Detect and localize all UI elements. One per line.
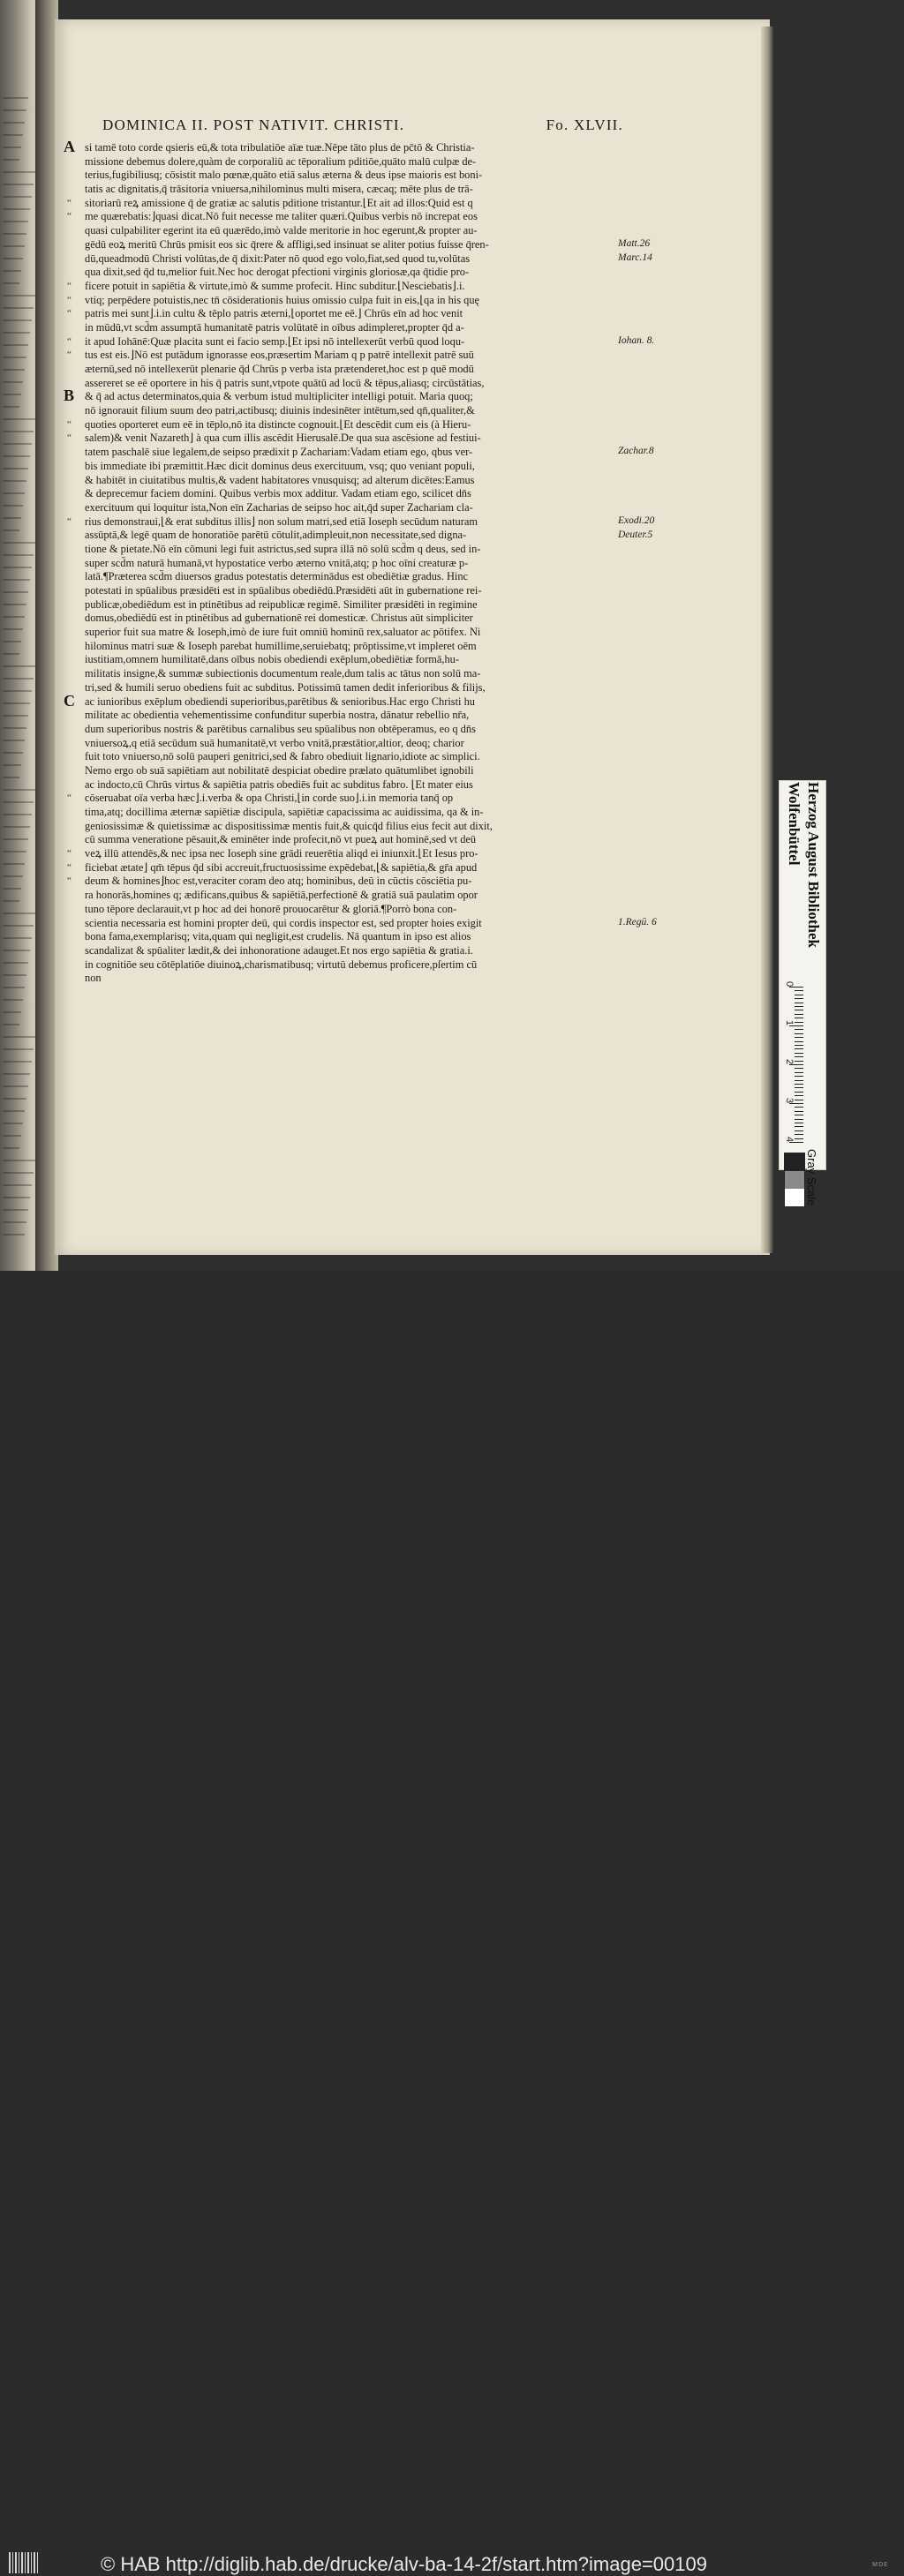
facing-page-text-trace xyxy=(4,863,25,865)
text-line-content: veꝝ illū attendēs,& nec ipsa nec Ioseph sine grādi reuerētia aliqd ei iniunxit.⌊Et Iesus pro- xyxy=(85,847,478,860)
text-line xyxy=(85,183,614,197)
ruler-tick xyxy=(795,998,803,999)
ruler-number: 0 xyxy=(784,981,795,988)
marginal-note: Deuter.5 xyxy=(618,529,653,540)
text-line-content: hilominus matri suæ & Ioseph parebat humillime,seruiebatq; prōptissime,vt impleret oēm xyxy=(85,639,477,652)
text-line xyxy=(85,972,614,986)
facing-page-text-trace xyxy=(4,505,23,507)
text-line xyxy=(85,958,614,973)
quotation-mark: “ xyxy=(67,792,72,804)
facing-page-text-trace xyxy=(4,319,32,321)
facing-page-text-trace xyxy=(4,740,25,741)
ruler-tick xyxy=(795,1138,803,1139)
facing-page-text-trace xyxy=(4,1221,26,1223)
facing-page-text-trace xyxy=(4,826,30,828)
text-line-content: vtiq; perpēdere potuistis,nec tn̄ cōsiderationis huius omissio culpa fuit in eis,⌊qa in his quę xyxy=(85,293,480,306)
text-line xyxy=(85,557,614,571)
text-line-content: cū summa veneratione pēsauit,& eminēter inde profecit,nō vt pueꝝ aut hominē,sed vt deū xyxy=(85,833,477,846)
facing-page-text-trace xyxy=(4,517,21,519)
facing-page-text-trace xyxy=(4,912,35,914)
footer-tool-icons[interactable]: ᴍᴅᴇ xyxy=(872,2559,889,2568)
quotation-mark: “ xyxy=(67,280,72,291)
ruler-tick xyxy=(795,1111,803,1112)
quotation-mark: “ xyxy=(67,875,72,887)
text-line xyxy=(67,514,614,529)
ruler-number: 2 xyxy=(784,1059,795,1065)
facing-page-text-trace xyxy=(4,122,25,124)
text-line-content: vniuersoꝝ,q etiā secūdum suā humanitatē,vt verbo vnitā,præstātior,altior, deoq; charior xyxy=(85,736,464,749)
facing-page-text-trace xyxy=(4,1024,19,1025)
facing-page-text-trace xyxy=(4,900,19,902)
text-line-content: assūptā,& legē quam de honoratiōe parētū cōtulit,adimpleuit,non necessitate,sed digna- xyxy=(85,529,467,542)
text-line xyxy=(85,778,614,792)
section-letter: C xyxy=(64,691,75,710)
ruler-tick xyxy=(795,1045,803,1046)
text-line-content: in mūdū,vt scd̄m assumptā humanitatē patris volūtatē in oībus adimpleret,propter q̄d a- xyxy=(85,320,464,334)
facing-page-text-trace xyxy=(4,171,35,173)
quotation-mark: “ xyxy=(67,848,72,860)
text-line xyxy=(85,363,614,377)
scale-ruler xyxy=(784,980,803,1147)
ruler-tick xyxy=(789,1025,803,1026)
marginal-note: Marc.14 xyxy=(618,252,652,263)
facing-page-text-trace xyxy=(4,702,30,704)
facing-page-text-trace xyxy=(4,221,28,222)
facing-page-text-trace xyxy=(4,1085,28,1087)
text-line xyxy=(64,387,614,405)
facing-page-text-trace xyxy=(4,851,26,852)
ruler-tick xyxy=(795,1119,803,1120)
facing-page-text-trace xyxy=(4,307,34,309)
ruler-tick xyxy=(795,1107,803,1108)
ruler-tick xyxy=(795,1022,803,1023)
text-line xyxy=(85,446,614,460)
facing-page-text-trace xyxy=(4,875,23,877)
text-line xyxy=(67,196,614,211)
facing-page-text-trace xyxy=(4,801,34,803)
gray-scale-chart xyxy=(784,1153,805,1207)
text-line-content: sitoriarū reꝝ amissione q̄ de gratiæ ac salutis pditione tristantur.⌊Et ait ad illos:Quid est q xyxy=(85,196,473,209)
text-line xyxy=(85,460,614,474)
ruler-tick xyxy=(795,1092,803,1093)
facing-page-text-trace xyxy=(4,665,35,667)
text-line-content: ficere potuit in sapiētia & virtute,imò & summe profecit. Hinc subditur.⌊Nesciebatis⌋.i. xyxy=(85,279,465,292)
facing-page-text-trace xyxy=(4,184,34,185)
facing-page-text-trace xyxy=(4,357,26,358)
text-line xyxy=(85,266,614,280)
ruler-tick xyxy=(795,1126,803,1127)
facing-page-text-trace xyxy=(4,97,28,99)
text-line xyxy=(85,820,614,834)
text-line xyxy=(85,709,614,723)
text-line xyxy=(67,293,614,308)
ruler-tick xyxy=(795,1048,803,1049)
facing-page-text-trace xyxy=(4,999,23,1001)
text-line-content: geniosissimæ & quietissimæ ac dispositissimæ mentis fuit,& quicq̄d filius eius fecit aut dixit, xyxy=(85,819,493,832)
text-line xyxy=(85,903,614,917)
text-line xyxy=(85,930,614,944)
gray-scale-label: Gray Scale xyxy=(805,1149,818,1206)
section-letter: B xyxy=(64,387,75,405)
ruler-tick xyxy=(795,1087,803,1088)
section-letter: A xyxy=(64,138,75,155)
marginal-note: Zachar.8 xyxy=(618,446,654,457)
facing-page-text-trace xyxy=(4,418,35,420)
main-text-block xyxy=(64,138,614,986)
folio-number: Fo. XLVII. xyxy=(546,116,623,133)
text-line xyxy=(85,944,614,958)
facing-page-text-trace xyxy=(4,208,30,210)
ruler-tick xyxy=(795,1061,803,1062)
library-label-line2: Wolfenbüttel xyxy=(786,782,802,866)
text-line xyxy=(85,377,614,391)
gray-scale-swatch xyxy=(785,1189,804,1206)
text-line-content: exercituum qui loquitur ista,Non eīn Zacharias de seipso hoc ait,q̄d super Zachariam cla- xyxy=(85,500,473,514)
facing-page-text-trace xyxy=(4,159,19,161)
ruler-tick xyxy=(795,1080,803,1081)
text-line xyxy=(85,626,614,640)
quotation-mark: “ xyxy=(67,335,72,347)
text-line xyxy=(85,917,614,931)
text-line-content: patris mei sunt⌋.i.in cultu & tēplo patris æterni,⌊oportet me eē.⌋ Chrūs eīn ad hoc venit xyxy=(85,307,463,320)
text-line-content: gēdū eoꝝ meritū Chrūs pmisit eos sic q̄rere & affligi,sed insinuat se aliter potius fuisse q̄ren- xyxy=(85,237,489,251)
facing-page-text-trace xyxy=(4,604,26,605)
facing-page-text-trace xyxy=(4,468,28,469)
facing-page-text-trace xyxy=(4,1098,26,1100)
facing-page-text-trace xyxy=(4,1234,25,1235)
text-line xyxy=(85,501,614,515)
text-line xyxy=(85,806,614,820)
facing-page-text-trace xyxy=(4,282,19,284)
gray-scale-swatch xyxy=(785,1171,804,1189)
text-line-content: tione & pietate.Nō eīn cōmuni legi fuit astrictus,sed supra illā nō solū scd̄m q deus, sed in- xyxy=(85,542,481,555)
text-line xyxy=(85,653,614,667)
text-line-content: militatis insigne,& summæ subiectionis documentum reale,dum talis ac tātus non solū ma- xyxy=(85,667,481,680)
text-line xyxy=(67,792,614,806)
text-line xyxy=(67,279,614,294)
facing-page-text-trace xyxy=(4,1073,30,1075)
facing-page-text-trace xyxy=(4,1011,21,1013)
text-line-content: quasi culpabiliter egerint ita eū quærēdo,imò valde meritorie in hoc egerunt,& propter au- xyxy=(85,224,478,237)
facing-page-text-trace xyxy=(4,616,25,618)
facing-page-text-trace xyxy=(4,1209,28,1211)
ruler-tick xyxy=(795,1014,803,1015)
text-line-content: ac iunioribus exēplum obediendi superioribus,parētibus & senioribus.Hac ergo Christi hu xyxy=(85,695,475,708)
ruler-tick xyxy=(795,1037,803,1038)
text-line-content: & q̄ ad actus determinatos,quia & verbum istud multipliciter intelligi potuit. Maria quoq; xyxy=(85,390,473,403)
facing-page-text-trace xyxy=(4,1160,35,1161)
text-line-content: super scd̄m naturā humanā,vt hypostatice verbo æterno vnitā,atq; p hoc oīni creaturæ p- xyxy=(85,556,469,569)
text-line xyxy=(67,210,614,224)
running-header xyxy=(102,116,623,134)
text-line-content: æternū,sed nō intellexerūt plenarie q̄d Chrūs p verba ista prætenderet,hoc est p quē modū xyxy=(85,363,474,375)
facing-page-text-trace xyxy=(4,567,32,568)
ruler-tick xyxy=(795,1033,803,1034)
document-viewer xyxy=(0,0,904,1271)
running-header-title: DOMINICA II. POST NATIVIT. CHRISTI. xyxy=(102,116,405,133)
ruler-tick xyxy=(795,1068,803,1069)
text-line-content: potestati in spūalibus præsidēti est in spūalibus obediēdū.Præsidēti aūt in gubernatione rei- xyxy=(85,584,482,597)
text-line-content: me quærebatis:⌋quasi dicat.Nō fuit necesse me taliter quæri.Quibus verbis nō increpat eos xyxy=(85,210,478,223)
ruler-tick xyxy=(789,987,803,988)
facing-page-text-trace xyxy=(4,344,28,346)
text-line xyxy=(85,764,614,778)
gray-scale-swatch xyxy=(785,1153,804,1171)
text-line xyxy=(67,349,614,363)
ruler-tick xyxy=(795,1053,803,1054)
ruler-number: 1 xyxy=(784,1020,795,1026)
barcode-icon xyxy=(9,2552,39,2573)
ruler-tick xyxy=(789,1103,803,1104)
ruler-number: 4 xyxy=(784,1137,795,1143)
ruler-number: 3 xyxy=(784,1098,795,1104)
facing-page-text-trace xyxy=(4,455,30,457)
facing-page-text-trace xyxy=(4,394,21,395)
text-line-content: cōseruabat oīa verba hæc⌋.i.verba & opa Christi,⌊in corde suo⌋.i.in memoria tanq̄ op xyxy=(85,792,454,805)
facing-page-text-trace xyxy=(4,480,26,482)
facing-page-text-trace xyxy=(4,295,35,297)
text-line xyxy=(67,847,614,861)
ruler-tick xyxy=(795,1056,803,1057)
quotation-mark: “ xyxy=(67,349,72,361)
facing-page-text-trace xyxy=(4,838,28,840)
text-line-content: it apud Iohānē:Quæ placita sunt ei facio semp.⌊Et ipsi nō intellexerūt verbū quod loqu- xyxy=(85,334,465,348)
ruler-tick xyxy=(795,1041,803,1042)
text-line-content: dum superioribus nostris & parētibus carnalibus seu spūalibus non obtēperamus, eo q dn̄s xyxy=(85,722,476,735)
text-line-content: superior fuit sua matre & Ioseph,imò de iure fuit omniū hominū rex,saluator ac pōtifex. Ni xyxy=(85,626,481,639)
text-line-content: rius demonstraui,⌊& erat subditus illis⌋ non solum matri,sed etiā Ioseph secūdum naturam xyxy=(85,514,478,528)
facing-page-text-trace xyxy=(4,752,23,754)
quotation-mark: “ xyxy=(67,861,72,873)
text-line xyxy=(67,875,614,889)
ruler-tick xyxy=(795,1134,803,1135)
text-line xyxy=(85,570,614,584)
facing-page-text-trace xyxy=(4,950,30,951)
facing-page-text-trace xyxy=(4,1123,23,1124)
text-line xyxy=(85,224,614,238)
text-line xyxy=(85,833,614,847)
text-line-content: si tamē toto corde qsieris eū,& tota tribulatiōe aīæ tuæ.Nēpe tāto plus de pc̄tō & Christia- xyxy=(85,141,475,154)
facing-page-text-trace xyxy=(4,641,21,642)
text-line-content: tatis ac dignitatis,q̄ trāsitoria vniuersa,nihilominus multi misera, cæcaq; mēte plus de trā- xyxy=(85,183,473,196)
text-line-content: ac indocto,cū Chrūs virtus & sapiētia patris obediēs fuit ac subditus fabro. ⌊Et mater eius xyxy=(85,777,473,791)
facing-page-text-trace xyxy=(4,431,34,432)
text-line-content: iustitiam,omnem humilitatē,dans oībus nobis obediendi exēplum,obediētiæ formā,hu- xyxy=(85,653,459,666)
text-line-content: ficiebat ætate⌋ qm̄ tēpus q̄d sibi accreuit,fructuosissime expēdebat,⌊& sapiētia,& gr̄a apud xyxy=(85,860,478,874)
text-line xyxy=(85,598,614,612)
facing-page-text-trace xyxy=(4,1135,21,1137)
ruler-tick xyxy=(795,1095,803,1096)
facing-page-text-trace xyxy=(4,529,19,531)
facing-page-text-trace xyxy=(4,1061,32,1063)
facing-page-text-trace xyxy=(4,146,21,148)
marginal-note: Exodi.20 xyxy=(618,514,655,526)
text-line-content: publicæ,obediēdum est in ptinētibus ad reipublicæ regimē. Similiter præsidēti in regimine xyxy=(85,597,478,611)
text-line xyxy=(85,474,614,488)
facing-page-text-trace xyxy=(4,258,23,259)
text-line xyxy=(85,155,614,169)
quotation-mark: “ xyxy=(67,432,72,444)
text-line-content: scientia necessaria est homini propter deū, qui cordis inspector est, sed propter hoies exigit xyxy=(85,916,482,929)
quotation-mark: “ xyxy=(67,294,72,305)
text-line-content: tatem paschalē siue legalem,de seipso prædixit p Zachariam:Vadam etiam ego, qbus ver- xyxy=(85,446,473,459)
ruler-tick xyxy=(795,1072,803,1073)
text-line-content: fuit toto vniuerso,nō solū pauperi genitrici,sed & fabro obediuit lignario,idiote ac simplici. xyxy=(85,750,480,763)
facing-page-text-trace xyxy=(4,777,19,778)
library-label-line1: Herzog August Bibliothek xyxy=(805,782,822,948)
text-line xyxy=(85,889,614,903)
text-line xyxy=(85,750,614,764)
marginal-note: Iohan. 8. xyxy=(618,334,655,346)
ruler-tick xyxy=(795,1130,803,1131)
text-line-content: tuno tēpore declarauit,vt p hoc ad dei honorē prouocarētur & gloriā.¶Porrò bona con- xyxy=(85,902,457,915)
text-line xyxy=(85,543,614,557)
marginal-note: Matt.26 xyxy=(618,237,651,249)
quotation-mark: “ xyxy=(67,197,72,208)
facing-page-text-trace xyxy=(4,789,35,791)
text-line xyxy=(64,138,614,155)
facing-page-text-trace xyxy=(4,492,25,494)
text-line-content: in cognitiōe seu cōtēplatiōe diuinoꝝ,charismatibusq; virtutū debemus proficere,pſertim cū xyxy=(85,958,478,971)
facing-page-text-trace xyxy=(4,987,25,988)
text-line-content: salem)& venit Nazareth⌋ à qua cum illis ascēdit Hierusalē.De qua sua ascēsione ad festiui- xyxy=(85,432,481,445)
text-line-content: missione debemus dolere,quàm de corporaliū ac tēporalium pditiōe,quāto malū culpæ de- xyxy=(85,154,477,168)
facing-page-text-trace xyxy=(4,1036,35,1038)
text-line xyxy=(85,529,614,543)
facing-page-text-trace xyxy=(4,332,30,334)
facing-page-text-trace xyxy=(4,109,26,111)
ruler-tick xyxy=(795,1084,803,1085)
text-line xyxy=(85,169,614,183)
text-line xyxy=(85,612,614,626)
facing-page-text-trace xyxy=(4,690,32,692)
text-line-content: latā.¶Præterea scd̄m diuersos gradus potestatis determinādus est obediētiæ gradus. Hinc xyxy=(85,570,469,583)
facing-page-text-trace xyxy=(4,196,32,198)
facing-page-text-trace xyxy=(4,443,32,445)
text-line xyxy=(64,691,614,710)
facing-page-text-trace xyxy=(4,962,28,964)
text-line-content: tus est eis.⌋Nō est putādum ignorasse eos,præsertim Mariam q p patrē intellexit patrē suū xyxy=(85,349,474,362)
facing-page-text-trace xyxy=(4,1048,34,1050)
text-line-content: & deprecemur faciem domini. Quibus verbis mox additur. Vadam etiam ego, scilicet dn̄s xyxy=(85,487,471,500)
quotation-mark: “ xyxy=(67,308,72,319)
facing-page-text-trace xyxy=(4,233,26,235)
facing-page-text-trace xyxy=(4,764,21,766)
text-line xyxy=(85,640,614,654)
facing-page-text-trace xyxy=(4,937,32,939)
facing-page-text-trace xyxy=(4,974,26,976)
text-line-content: tri,sed & humili seruo obediens fuit ac subditus. Potissimū tamen dedit inferioribus & filijs, xyxy=(85,680,486,694)
text-line-content: bona fama,exemplarisq; vita,quam qui negligit,est crudelis. Nā quantum in ipso est alios xyxy=(85,930,471,943)
text-line-content: dū,queadmodū Christi volūtas,de q̄ dixit:Pater nō quod ego volo,fiat,sed quod tu,volūtas xyxy=(85,252,471,265)
text-line xyxy=(85,252,614,267)
text-line-content: militate ac obedientia vehementissime confunditur superbia nostra, dānatur rebellio nr̄a, xyxy=(85,709,470,722)
facing-page-text-trace xyxy=(4,554,34,556)
text-line-content: bis immediate ibi præmittit.Hæc dicit dominus deus exercituum, vsq; quo veniant populi, xyxy=(85,459,475,472)
facing-page-text-trace xyxy=(4,653,19,655)
facing-page-text-trace xyxy=(4,678,34,680)
ruler-tick xyxy=(789,1064,803,1065)
facing-page-text-trace xyxy=(4,1147,19,1149)
text-line-content: Nemo ergo ob suā sapiētiam aut nobilitatē despiciat obedire prælato quātumlibet ignobili xyxy=(85,763,474,777)
ruler-tick xyxy=(789,1142,803,1143)
viewer-footer xyxy=(0,1271,904,2575)
facing-page-text-trace xyxy=(4,925,34,927)
text-line xyxy=(85,487,614,501)
facing-page-text-trace xyxy=(4,270,21,272)
text-line-content: domus,obediēdū est in ptinētibus ad gubernationē rei domesticæ. Christus aūt simpliciter xyxy=(85,612,473,625)
text-line xyxy=(85,584,614,598)
facing-page-text-trace xyxy=(4,245,25,247)
facing-page-text-trace xyxy=(4,579,30,581)
facing-page-text-trace xyxy=(4,542,35,544)
text-line xyxy=(85,681,614,695)
facing-page-text-trace xyxy=(4,814,32,815)
text-line xyxy=(67,417,614,432)
quotation-mark: “ xyxy=(67,418,72,430)
text-line xyxy=(85,723,614,737)
text-line xyxy=(67,432,614,446)
text-line-content: tima,atq; docillima æternæ sapiētiæ discipula, sapiētiæ capacissima ac auidissima, qa & in- xyxy=(85,806,484,818)
ruler-tick xyxy=(795,1076,803,1077)
text-line xyxy=(67,860,614,875)
text-line xyxy=(85,667,614,681)
text-line-content: scandalizat & spūaliter lædit,& dei inhonoratione adauget.Et nos ergo sapiētia & gratia.i. xyxy=(85,943,473,957)
facing-page-text-trace xyxy=(4,628,23,630)
text-line-content: deum & homines⌋hoc est,veraciter coram deo atq; hominibus, deū in cūctis cōsciētia pu- xyxy=(85,875,472,888)
facing-page-text-trace xyxy=(4,715,28,717)
text-line xyxy=(67,334,614,349)
text-line xyxy=(85,321,614,335)
page-edge-shadow xyxy=(761,26,773,1253)
facing-page-text-trace xyxy=(4,1172,34,1174)
marginal-note: 1.Regū. 6 xyxy=(618,917,657,928)
text-line-content: terius,fugibiliusq; cōsistit malo pœnæ,quāto etiā salus æterna & deus ipse maioris est boni- xyxy=(85,169,483,182)
facing-page-text-trace xyxy=(4,888,21,890)
facing-page-text-trace xyxy=(4,591,28,593)
facing-page-text-trace xyxy=(4,369,25,371)
facing-page-text-trace xyxy=(4,406,19,408)
text-line xyxy=(85,404,614,418)
facing-page-text-trace xyxy=(4,381,23,383)
quotation-mark: “ xyxy=(67,211,72,222)
text-line-content: assereret se eē oportere in his q̄ patris sunt,vtpote quātū ad locū & tēpus,aliasq; circūstātias, xyxy=(85,376,485,389)
facing-page-text-trace xyxy=(4,1184,32,1186)
text-line xyxy=(85,238,614,252)
footer-copyright-link[interactable]: © HAB http://diglib.hab.de/drucke/alv-ba-14-2f/start.htm?image=00109 xyxy=(101,2553,707,2575)
ruler-tick xyxy=(795,1006,803,1007)
facing-page-text-trace xyxy=(4,1197,30,1198)
ruler-tick xyxy=(795,990,803,991)
text-line-content: non xyxy=(85,972,102,985)
text-line-content: ra honorās,homines q; ædificans,quibus & sapiētiā,perfectionē & gratiā suā paulatim opor xyxy=(85,889,478,902)
text-line-content: quoties oporteret eum eē in tēplo,nō ita distincte cognouit.⌊Et descēdit cum eis (à Hieru- xyxy=(85,417,471,431)
ruler-tick xyxy=(795,1029,803,1030)
text-line-content: qua dixit,sed q̄d tu,melior fuit.Nec hoc derogat pfectioni virginis gloriosæ,qa q̄tidie pro- xyxy=(85,266,470,279)
text-line-content: & habitēt in ciuitatibus multis,& vadent habitatores vnusquisq; ad alterum dicētes:Eamus xyxy=(85,473,475,486)
text-line xyxy=(85,737,614,751)
text-line-content: nō ignorauit filium suum deo patri,actibusq; diuinis indesinēter intētum,sed qn̄,qualiter,& xyxy=(85,404,475,417)
facing-page-text-trace xyxy=(4,727,26,729)
quotation-mark: “ xyxy=(67,515,72,527)
text-line xyxy=(67,307,614,321)
facing-page-text-trace xyxy=(4,1110,25,1112)
facing-page-text-trace xyxy=(4,134,23,136)
